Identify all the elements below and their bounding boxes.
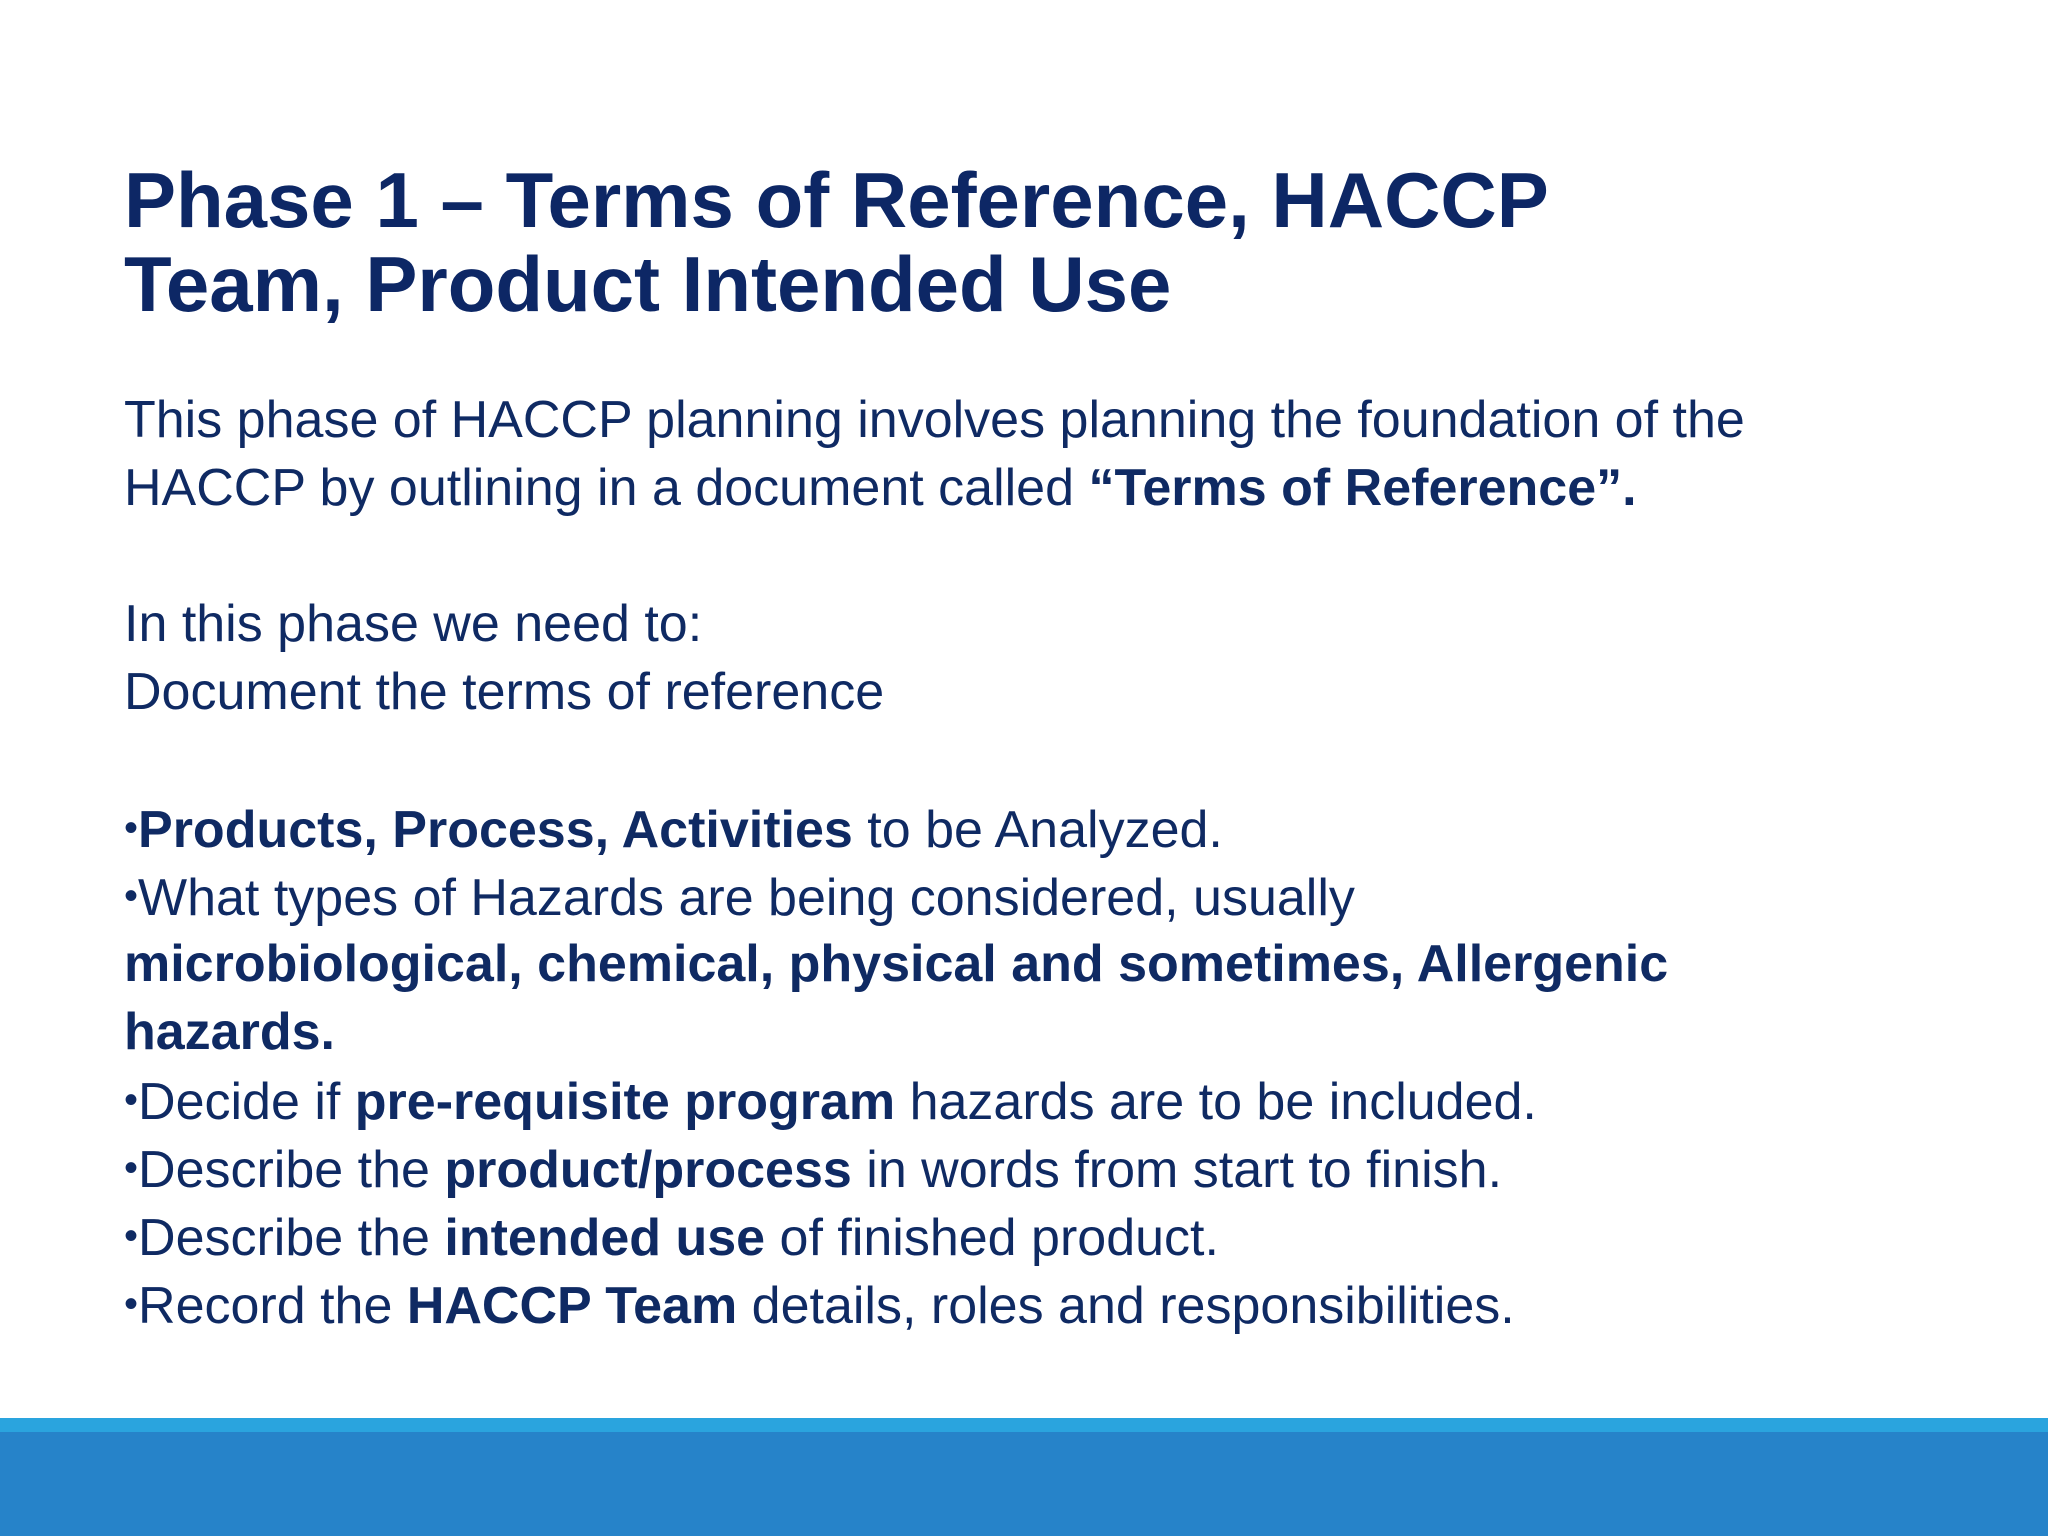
- bullet-item-products: [124, 794, 1984, 862]
- slide-title: [124, 158, 1824, 326]
- bullet-text: to be Analyzed.: [852, 801, 1223, 859]
- bullet-icon: •: [124, 874, 139, 918]
- intro-text-1: This phase of HACCP planning involves planning the foundation of the: [124, 391, 1745, 449]
- bullet-item-haccp-team: [124, 1270, 1984, 1338]
- bullet-text: in words from start to finish.: [851, 1141, 1503, 1199]
- bullet-text: Describe the: [138, 1141, 445, 1199]
- bullet-icon: •: [124, 1146, 139, 1190]
- bullet-bold: hazards.: [124, 1003, 335, 1061]
- bullet-item-product-process: [124, 1134, 1984, 1202]
- bullet-item-prerequisite: [124, 1066, 1984, 1134]
- bullet-text: What types of Hazards are being considered, usually: [138, 869, 1355, 927]
- bullet-bold: microbiological, chemical, physical and sometimes, Allergenic: [124, 935, 1669, 993]
- bullet-bold: product/process: [444, 1141, 852, 1199]
- bullet-item-hazards-cont-1: [124, 930, 1984, 998]
- bullet-icon: •: [124, 806, 139, 850]
- slide-title-line-1: Phase 1 – Terms of Reference, HACCP: [124, 156, 1549, 244]
- bullet-text: Describe the: [138, 1209, 445, 1267]
- spacer: [124, 726, 1984, 794]
- slide-body: [124, 386, 1984, 1338]
- footer-accent-stripe: [0, 1418, 2048, 1432]
- bullet-text: details, roles and responsibilities.: [737, 1277, 1515, 1335]
- bullet-icon: •: [124, 1214, 139, 1258]
- bullet-text: hazards are to be included.: [895, 1073, 1537, 1131]
- bullet-bold: pre-requisite program: [354, 1073, 896, 1131]
- intro-line-2: [124, 454, 1984, 522]
- footer-bar: [0, 1432, 2048, 1536]
- bullet-item-intended-use: [124, 1202, 1984, 1270]
- bullet-item-hazards-cont-2: [124, 998, 1984, 1066]
- bullet-bold: intended use: [444, 1209, 766, 1267]
- phase-heading: In this phase we need to:: [124, 595, 703, 653]
- bullet-icon: •: [124, 1282, 139, 1326]
- intro-text-2: HACCP by outlining in a document called: [124, 459, 1089, 517]
- terms-of-reference-emphasis: “Terms of Reference”.: [1088, 459, 1637, 517]
- slide-title-line-2: Team, Product Intended Use: [124, 240, 1172, 328]
- bullet-bold: HACCP Team: [406, 1277, 738, 1335]
- bullet-text: Record the: [138, 1277, 407, 1335]
- bullet-bold: Products, Process, Activities: [138, 801, 853, 859]
- spacer: [124, 522, 1984, 590]
- bullet-text: of finished product.: [765, 1209, 1219, 1267]
- bullet-text: Decide if: [138, 1073, 355, 1131]
- phase-subheading: Document the terms of reference: [124, 663, 885, 721]
- intro-line-1: [124, 386, 1984, 454]
- bullet-item-hazards: [124, 862, 1984, 930]
- bullet-icon: •: [124, 1078, 139, 1122]
